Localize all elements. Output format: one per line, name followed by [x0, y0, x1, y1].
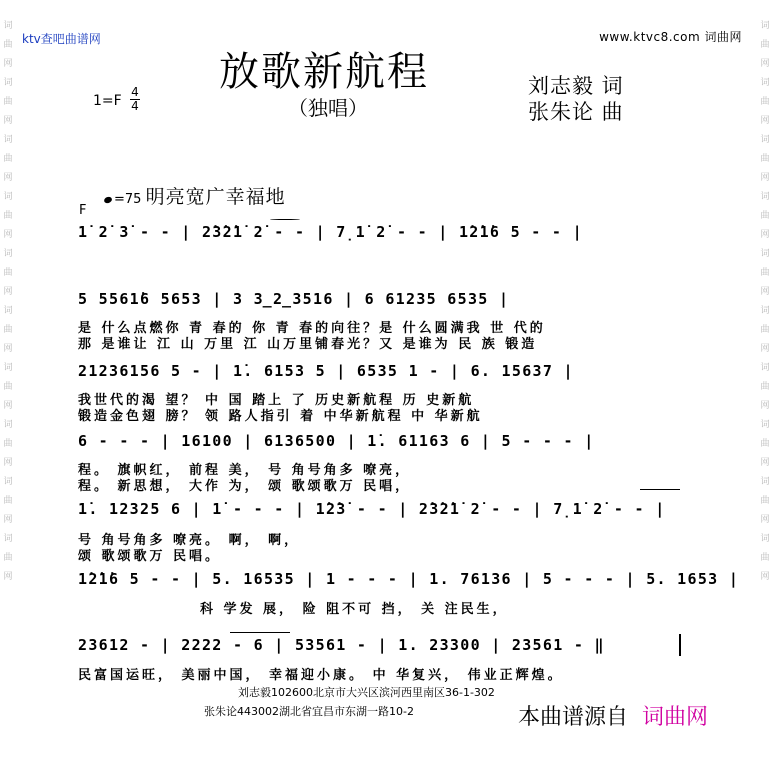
slur-mark [270, 219, 300, 220]
side-watermark-char: 网 [760, 401, 770, 411]
side-watermark-char: 网 [760, 458, 770, 468]
side-watermark-char: 曲 [3, 553, 13, 563]
score-row-4-lyric-1: 程。 旗帜红， 前程 美， 号 角号角多 嘹亮， [78, 463, 412, 478]
source-credit [518, 700, 708, 731]
side-watermark-char: 曲 [3, 97, 13, 107]
side-watermark-char: 网 [760, 572, 770, 582]
voice-mark: F [79, 203, 87, 218]
score-row-6-lyric-1: 科 学发 展， 险 阻不可 挡， 关 注民生， [200, 602, 509, 617]
side-watermark-char: 曲 [760, 496, 770, 506]
final-barline [679, 634, 681, 656]
side-watermark-right [760, 20, 770, 590]
tie-mark [230, 632, 290, 633]
side-watermark-char: 曲 [760, 439, 770, 449]
time-signature [130, 86, 140, 113]
side-watermark-char: 网 [3, 287, 13, 297]
side-watermark-char: 曲 [760, 154, 770, 164]
site-watermark-left: ktv查吧曲谱网 [22, 32, 101, 46]
score-row-7-notes: 23612 - | 2222 - 6 | 53561 - | 1. 23300 | 23561 - ‖ [78, 636, 605, 654]
score-row-3-lyric-1: 我世代的渴 望？ 中 国 踏上 了 历史新航程 历 史新航 [78, 393, 475, 408]
score-row-4-notes: 6 - - - | 16100 | 6136500 | 1̇. 61163 6 | 5 - - - | [78, 432, 595, 450]
song-title: 放歌新航程 [219, 49, 429, 95]
score-row-5-lyric-1: 号 角号角多 嘹亮。 啊， 啊， [78, 533, 301, 548]
side-watermark-char: 曲 [760, 382, 770, 392]
side-watermark-char: 网 [760, 230, 770, 240]
side-watermark-char: 词 [760, 363, 770, 373]
side-watermark-char: 网 [3, 59, 13, 69]
key-signature: 1=F [93, 93, 122, 109]
side-watermark-char: 词 [760, 477, 770, 487]
side-watermark-char: 网 [3, 173, 13, 183]
tempo-marking [104, 182, 286, 209]
side-watermark-char: 网 [3, 230, 13, 240]
side-watermark-char: 网 [760, 515, 770, 525]
side-watermark-char: 曲 [3, 40, 13, 50]
slur-mark [640, 489, 680, 490]
side-watermark-char: 网 [760, 59, 770, 69]
score-row-7-lyric-1: 民富国运旺， 美丽中国， 幸福迎小康。 中 华复兴， 伟业正辉煌。 [78, 668, 564, 683]
side-watermark-char: 词 [3, 21, 13, 31]
side-watermark-char: 词 [760, 534, 770, 544]
score-row-6-notes: 1̇2̇1̇6 5 - - | 5. 16535 | 1 - - - | 1. 76136 | 5 - - - | 5. 1653 | [78, 570, 740, 588]
score-row-3-notes: 21236156 5 - | 1̇. 6153 5 | 6535 1 - | 6. 15637 | [78, 362, 574, 380]
meter-top: 4 [131, 85, 139, 99]
side-watermark-char: 曲 [3, 325, 13, 335]
side-watermark-char: 词 [760, 420, 770, 430]
score-row-5-notes: 1̇. 12325 6 | 1̇ - - - | 1̇2̇3̇ - - | 2̇3̇2̇1̇ 2̇ - - | 7̣1̇ 2̇ - - | [78, 500, 666, 518]
side-watermark-char: 网 [3, 572, 13, 582]
side-watermark-char: 网 [760, 116, 770, 126]
side-watermark-char: 词 [3, 363, 13, 373]
score-row-5-lyric-2: 颂 歌颂歌万 民唱。 [78, 549, 222, 564]
side-watermark-char: 网 [3, 344, 13, 354]
side-watermark-char: 曲 [760, 268, 770, 278]
side-watermark-char: 词 [3, 249, 13, 259]
site-watermark-right: www.ktvc8.com 词曲网 [599, 30, 742, 44]
lyricist-address: 刘志毅102600北京市大兴区滨河西里南区36-1-302 [238, 686, 495, 699]
side-watermark-char: 词 [3, 477, 13, 487]
score-row-2-notes: 5 5561̇6 5653 | 3 3̲2̲3516 | 6 61235 6535 | [78, 290, 510, 308]
side-watermark-char: 曲 [3, 211, 13, 221]
tempo-description: 明亮宽广幸福地 [145, 186, 286, 208]
side-watermark-char: 词 [3, 306, 13, 316]
side-watermark-char: 网 [3, 116, 13, 126]
score-row-4-lyric-2: 程。 新思想， 大作 为， 颂 歌颂歌万 民唱， [78, 479, 412, 494]
side-watermark-char: 网 [760, 287, 770, 297]
side-watermark-char: 词 [3, 192, 13, 202]
side-watermark-char: 曲 [3, 154, 13, 164]
source-label: 本曲谱源自 [518, 705, 629, 730]
side-watermark-char: 词 [3, 420, 13, 430]
side-watermark-char: 词 [760, 306, 770, 316]
side-watermark-char: 词 [3, 135, 13, 145]
side-watermark-char: 曲 [760, 97, 770, 107]
tempo-value: =75 [114, 192, 142, 207]
source-brand: 词曲网 [642, 705, 709, 730]
side-watermark-char: 词 [760, 135, 770, 145]
side-watermark-char: 曲 [760, 325, 770, 335]
side-watermark-char: 网 [3, 401, 13, 411]
side-watermark-char: 曲 [760, 211, 770, 221]
side-watermark-char: 网 [3, 515, 13, 525]
side-watermark-char: 词 [3, 534, 13, 544]
lyricist-credit: 刘志毅 词 [528, 74, 624, 98]
side-watermark-char: 词 [3, 78, 13, 88]
side-watermark-char: 曲 [3, 496, 13, 506]
side-watermark-char: 曲 [760, 40, 770, 50]
song-subtitle: （独唱） [288, 96, 368, 120]
side-watermark-left [3, 20, 13, 590]
side-watermark-char: 曲 [3, 439, 13, 449]
side-watermark-char: 曲 [760, 553, 770, 563]
score-row-1-notes: 1̇ 2̇ 3̇ - - | 2̇3̇2̇1̇ 2̇ - - | 7̣1̇ 2̇ - - | 1̇2̇1̇6 5 - - | [78, 223, 583, 241]
side-watermark-char: 词 [760, 249, 770, 259]
side-watermark-char: 词 [760, 21, 770, 31]
score-row-2-lyric-1: 是 什么点燃你 青 春的 你 青 春的向往？是 什么圆满我 世 代的 [78, 321, 546, 336]
side-watermark-char: 曲 [3, 382, 13, 392]
side-watermark-char: 网 [3, 458, 13, 468]
meter-bottom: 4 [131, 99, 139, 113]
score-row-3-lyric-2: 锻造金色翅 膀？ 领 路人指引 着 中华新航程 中 华新航 [78, 409, 483, 424]
side-watermark-char: 词 [760, 192, 770, 202]
side-watermark-char: 网 [760, 344, 770, 354]
side-watermark-char: 曲 [3, 268, 13, 278]
composer-credit: 张朱论 曲 [528, 100, 624, 124]
side-watermark-char: 词 [760, 78, 770, 88]
quarter-note-icon [103, 196, 113, 204]
side-watermark-char: 网 [760, 173, 770, 183]
score-row-2-lyric-2: 那 是谁让 江 山 万里 江 山万里铺春光？又 是谁为 民 族 锻造 [78, 337, 538, 352]
composer-address: 张朱论443002湖北省宜昌市东湖一路10-2 [204, 705, 414, 718]
